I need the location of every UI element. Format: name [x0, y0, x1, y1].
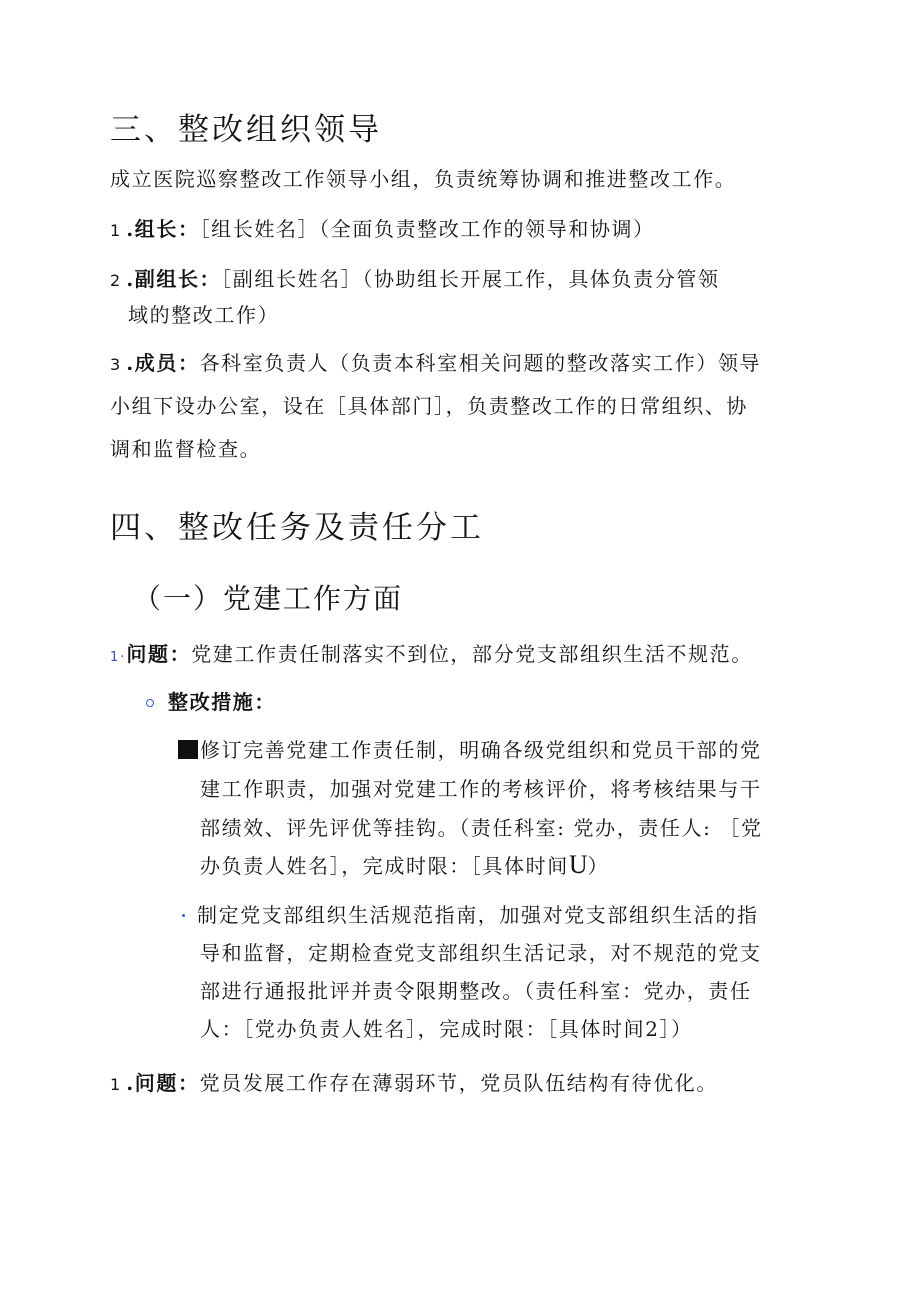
item-label: .组长： — [126, 217, 200, 241]
item-members — [110, 347, 761, 376]
item-number: 3 — [110, 355, 121, 374]
measure-1-line-3: 部绩效、评先评优等挂钩。（责任科室: 党办，责任人: ［党 — [200, 816, 763, 840]
circle-bullet-icon — [146, 699, 154, 707]
section-3-intro: 成立医院巡察整改工作领导小组，负责统筹协调和推进整改工作。 — [110, 167, 737, 191]
problem-separator: · — [120, 650, 125, 665]
item-text: ［副组长姓名］（协助组长开展工作，具体负责分管领 — [221, 267, 720, 291]
problem-label: 问题： — [126, 642, 192, 666]
item-deputy-leader — [110, 263, 720, 292]
item-label: .副组长： — [126, 267, 222, 291]
measure-1-line-2: 建工作职责，加强对党建工作的考核评价，将考核结果与干 — [200, 777, 762, 801]
measure-2-line-4: 人：［党办负责人姓名］，完成时限：［具体时间2］） — [200, 1017, 693, 1041]
problem-1 — [110, 638, 753, 667]
problem-text: 党员发展工作存在薄弱环节，党员队伍结构有待优化。 — [199, 1071, 718, 1095]
subsection-1-heading: （一）党建工作方面 — [133, 582, 404, 615]
item-members-cont-1: 小组下设办公室，设在［具体部门］，负责整改工作的日常组织、协 — [110, 394, 748, 418]
measure-2-line-1: 制定党支部组织生活规范指南，加强对党支部组织生活的指 — [182, 899, 759, 928]
problem-number: 1 — [110, 650, 119, 665]
item-text: ［组长姓名］（全面负责整改工作的领导和协调） — [199, 217, 655, 241]
square-bullet-icon — [178, 740, 198, 759]
dot-bullet-icon — [182, 914, 185, 917]
item-deputy-leader-cont: 域的整改工作） — [128, 303, 280, 327]
item-label: .成员： — [126, 351, 200, 375]
item-text: 各科室负责人（负责本科室相关问题的整改落实工作）领导 — [199, 351, 762, 375]
measure-2-line-3: 部进行通报批评并责令限期整改。（责任科室：党办，责任 — [200, 979, 752, 1003]
problem-label: .问题： — [126, 1071, 200, 1095]
measures-label: 整改措施： — [168, 690, 276, 714]
item-number: 2 — [110, 271, 121, 290]
problem-text: 党建工作责任制落实不到位，部分党支部组织生活不规范。 — [191, 642, 753, 666]
measures-heading — [146, 686, 276, 715]
item-leader — [110, 213, 655, 242]
item-members-cont-2: 调和监督检查。 — [110, 437, 262, 461]
item-number: 1 — [110, 221, 121, 240]
measure-1-line-1: 修订完善党建工作责任制，明确各级党组织和党员干部的党 — [178, 734, 762, 763]
measure-2-line-2: 导和监督，定期检查党支部组织生活记录，对不规范的党支 — [200, 941, 762, 965]
problem-number: 1 — [110, 1075, 121, 1094]
measure-1-line-4: 办负责人姓名］，完成时限：［具体时间U） — [200, 850, 610, 879]
problem-2 — [110, 1067, 718, 1096]
section-4-heading: 四、整改任务及责任分工 — [110, 510, 484, 546]
section-3-heading: 三、整改组织领导 — [110, 112, 382, 148]
